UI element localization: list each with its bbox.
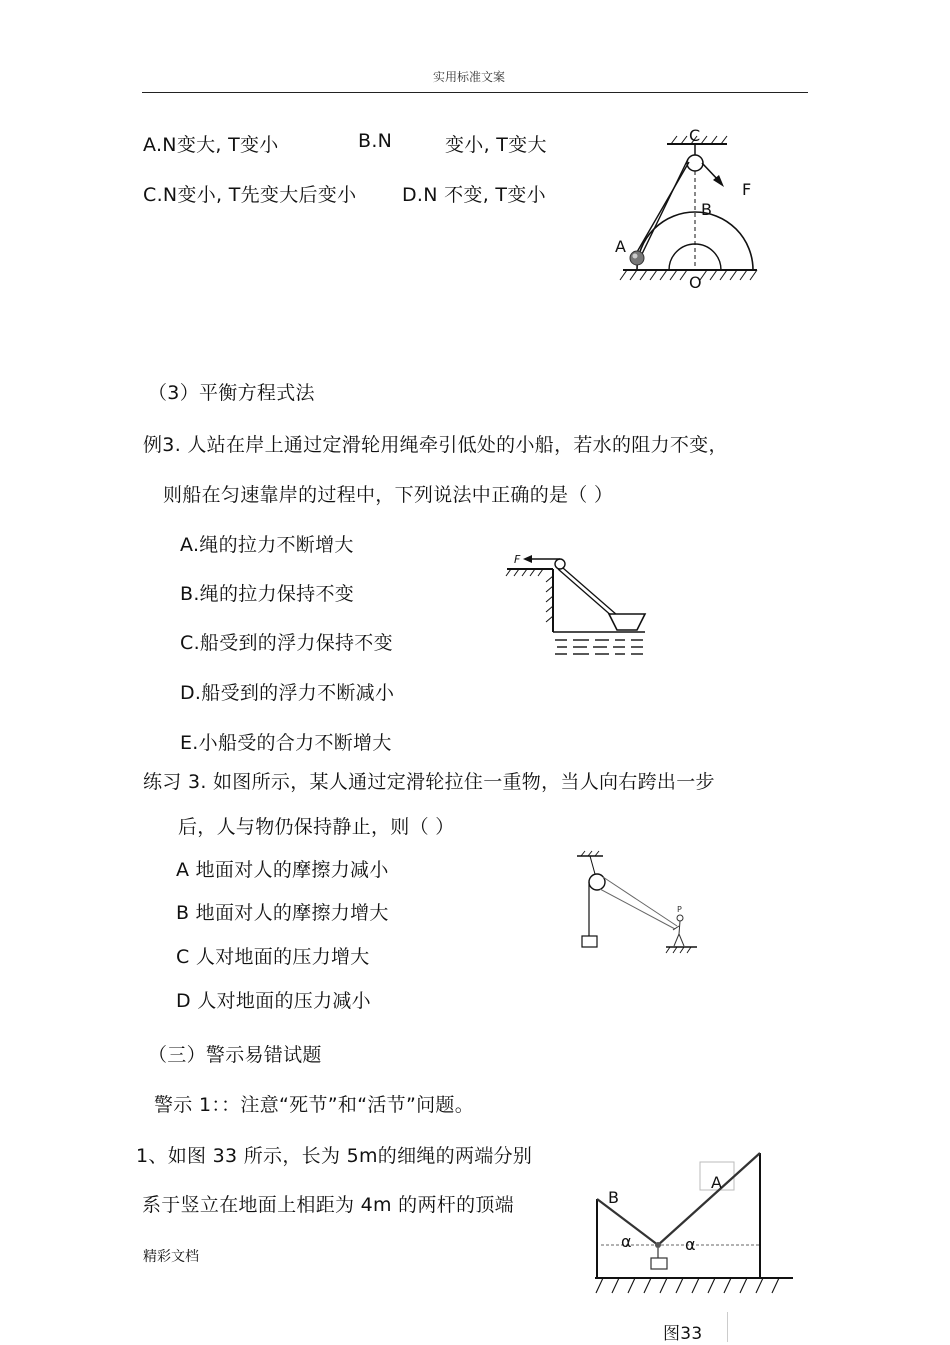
- hemisphere-pulley-figure: [605, 122, 785, 292]
- practice3-option-c: C 人对地面的压力增大: [176, 946, 370, 968]
- section-title-warning: （三）警示易错试题: [148, 1044, 322, 1066]
- practice3-line1: 练习 3. 如图所示，某人通过定滑轮拉住一重物，当人向右跨出一步: [143, 771, 715, 793]
- example3-option-e: E.小船受的合力不断增大: [180, 732, 392, 754]
- example3-line1: 例3. 人站在岸上通过定滑轮用绳牵引低处的小船，若水的阻力不变，: [143, 434, 728, 456]
- label-f: F: [514, 553, 521, 566]
- example3-option-a: A.绳的拉力不断增大: [180, 534, 354, 556]
- label-b: B: [701, 200, 712, 219]
- svg-text:P: P: [677, 905, 682, 914]
- warning-1: 警示 1：：注意“死节”和“活节”问题。: [154, 1094, 475, 1116]
- example3-option-b: B.绳的拉力保持不变: [180, 583, 355, 605]
- option-d-prev: D.N 不变, T变小: [402, 184, 546, 206]
- caption-divider: [727, 1312, 728, 1342]
- option-b-prev-prefix: B.N: [358, 130, 393, 152]
- option-c-prev: C.N变小, T先变大后变小: [143, 184, 357, 206]
- label-f: F: [742, 180, 752, 199]
- person-pulley-figure: [573, 850, 713, 960]
- label-o: O: [689, 273, 702, 292]
- example3-option-c: C.船受到的浮力保持不变: [180, 632, 393, 654]
- example3-option-d: D.船受到的浮力不断减小: [180, 682, 395, 704]
- practice3-option-b: B 地面对人的摩擦力增大: [176, 902, 389, 924]
- label-a: A: [711, 1173, 722, 1192]
- practice3-line2: 后，人与物仍保持静止，则（ ）: [178, 816, 455, 838]
- header-rule: [142, 92, 808, 93]
- practice3-option-a: A 地面对人的摩擦力减小: [176, 859, 389, 881]
- label-a: A: [615, 237, 626, 256]
- boat-pulley-figure: [505, 550, 655, 660]
- label-alpha-left: α: [621, 1232, 632, 1251]
- page-header: 实用标准文案: [433, 70, 506, 84]
- figure-33: [583, 1150, 803, 1300]
- figure-33-caption: 图33: [663, 1324, 703, 1344]
- label-alpha-right: α: [685, 1235, 696, 1254]
- label-c: C: [689, 126, 701, 145]
- practice3-option-d: D 人对地面的压力减小: [176, 990, 371, 1012]
- option-b-prev-suffix: 变小, T变大: [445, 134, 547, 156]
- example3-line2: 则船在匀速靠岸的过程中，下列说法中正确的是（ ）: [163, 484, 614, 506]
- option-a-prev: A.N变大, T变小: [143, 134, 279, 156]
- problem1-line1: 1、如图 33 所示，长为 5m的细绳的两端分别: [136, 1145, 533, 1167]
- problem1-line2: 系于竖立在地面上相距为 4m 的两杆的顶端: [142, 1194, 514, 1216]
- section-title-balance-equation: （3）平衡方程式法: [148, 382, 315, 404]
- label-b: B: [608, 1188, 619, 1207]
- page-footer: 精彩文档: [143, 1249, 199, 1265]
